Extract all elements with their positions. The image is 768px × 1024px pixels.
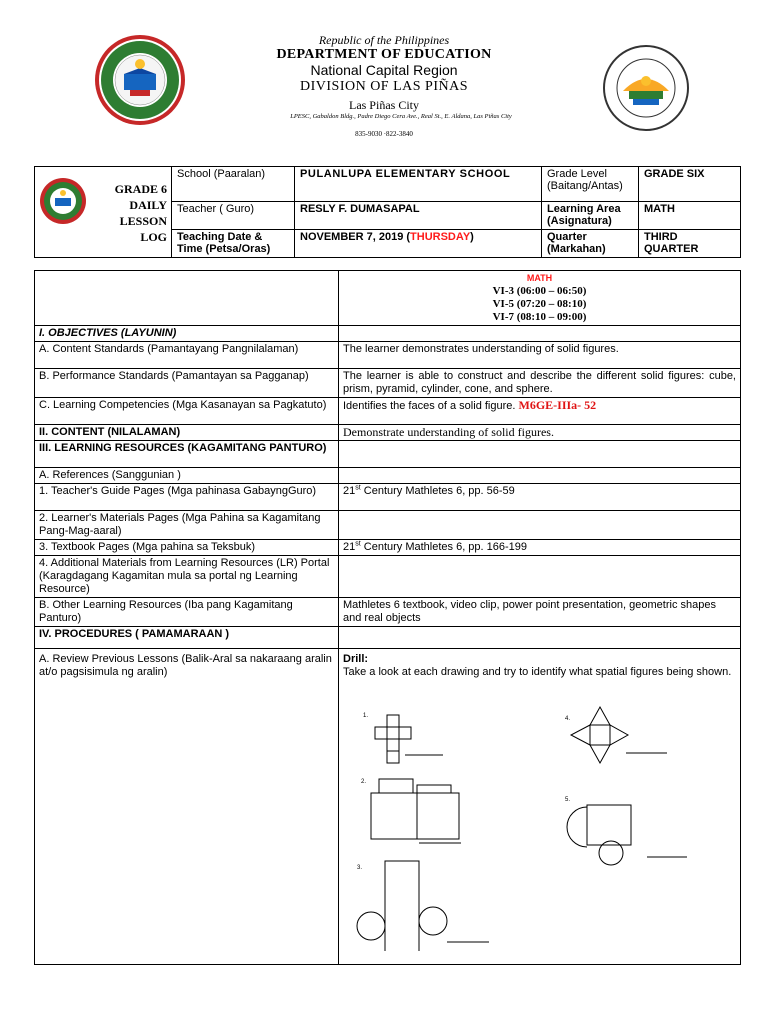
teacher-value: RESLY F. DUMASAPAL [295,202,542,230]
title-cell [35,167,172,258]
city-line: Las Piñas City [348,98,419,112]
objectives-blank [339,326,741,342]
school-value: PULANLUPA ELEMENTARY SCHOOL [295,167,542,202]
dll-title [115,181,167,245]
lesson-info-table [34,166,741,258]
performance-standards-value: The learner is able to construct and describe the different solid figures: cube, prism, pyramid, cylinder, cone, and sphere. [339,369,741,398]
content-heading: II. CONTENT (NILALAMAN) [35,425,339,441]
figure-4-number: 4. [565,716,571,722]
figure-2-number: 2. [361,779,367,785]
textbook-value: 21st Century Mathletes 6, pp. 166-199 [339,540,741,556]
drill-cell [339,649,741,965]
figure-5-number: 5. [565,797,571,803]
region-line: National Capital Region [310,62,458,78]
grade-label: Grade Level (Baitang/Antas) [542,167,639,202]
teacher-label: Teacher ( Guro) [172,202,295,230]
figure-4-pyramid-net [571,707,667,763]
lesson-plan-table [34,270,741,965]
blank-header-cell [35,271,339,326]
teachers-guide-value: 21st Century Mathletes 6, pp. 56-59 [339,484,741,511]
learners-materials-value [339,511,741,540]
grade-value: GRADE SIX [639,167,741,202]
figure-1-number: 1. [363,713,369,719]
schedule-subject: MATH [526,273,553,283]
review-label: A. Review Previous Lessons (Balik-Aral sa nakaraang aralin at/o pagsisimula ng aralin) [35,649,339,965]
resources-heading: III. LEARNING RESOURCES (KAGAMITANG PANTURO) [35,441,339,468]
area-value: MATH [639,202,741,230]
competency-code: M6GE-IIIa- 52 [518,398,597,412]
performance-standards-label: B. Performance Standards (Pamantayan sa Pagganap) [35,369,339,398]
schedule-slot-1: VI-3 (06:00 – 06:50) [492,285,587,297]
school-label: School (Paaralan) [172,167,295,202]
lr-portal-label: 4. Additional Materials from Learning Resources (LR) Portal (Karagdagang Kagamitan mula sa portal ng Learning Resource) [35,556,339,598]
teachers-guide-label: 1. Teacher's Guide Pages (Mga pahinasa GabayngGuro) [35,484,339,511]
drill-text: Take a look at each drawing and try to identify what spatial figures being shown. [343,666,732,678]
date-day: THURSDAY [410,231,471,243]
date-value: NOVEMBER 7, 2019 (THURSDAY) [295,230,542,258]
lr-portal-value [339,556,741,598]
solid-figure-drawings [339,701,729,951]
procedures-blank [339,627,741,649]
content-value: Demonstrate understanding of solid figures. [339,425,741,441]
procedures-heading: IV. PROCEDURES ( PAMAMARAAN ) [35,627,339,649]
textbook-label: 3. Textbook Pages (Mga pahina sa Teksbuk) [35,540,339,556]
drill-title: Drill: [343,653,369,665]
references-blank [339,468,741,484]
area-label: Learning Area (Asignatura) [542,202,639,230]
competencies-value: Identifies the faces of a solid figure. M6GE-IIIa- 52 [339,398,741,425]
quarter-label: Quarter (Markahan) [542,230,639,258]
republic-line: Republic of the Philippines [318,33,450,47]
date-label: Teaching Date & Time (Petsa/Oras) [172,230,295,258]
schedule-slot-3: VI-7 (08:10 – 09:00) [492,311,587,323]
objectives-heading: I. OBJECTIVES (LAYUNIN) [35,326,339,342]
department-line: DEPARTMENT OF EDUCATION [276,47,492,62]
content-standards-value: The learner demonstrates understanding of solid figures. [339,342,741,369]
other-resources-value: Mathletes 6 textbook, video clip, power point presentation, geometric shapes and real objects [339,598,741,627]
figure-5-cone-net [567,805,687,865]
division-line: DIVISION OF LAS PIÑAS [299,79,468,94]
figure-3-cylinder-net [357,861,489,951]
title-line-3: LESSON [119,214,167,228]
address-line: LPESC, Gabaldon Bldg., Padre Diego Cera Ave., Real St., E. Aldana, Las Piñas City [290,113,512,120]
figure-2-prism-net [371,779,461,843]
figure-3-number: 3. [357,865,363,871]
small-school-logo [39,177,87,225]
title-line-1: GRADE 6 [114,182,167,196]
schedule-slot-2: VI-5 (07:20 – 08:10) [492,298,587,310]
resources-blank [339,441,741,468]
learners-materials-label: 2. Learner's Materials Pages (Mga Pahina sa Kagamitang Pang-Mag-aaral) [35,511,339,540]
title-line-4: LOG [140,230,167,244]
references-label: A. References (Sanggunian ) [35,468,339,484]
other-resources-label: B. Other Learning Resources (Iba pang Kagamitang Panturo) [35,598,339,627]
schedule-cell [339,271,741,326]
content-standards-label: A. Content Standards (Pamantayang Pangnilalaman) [35,342,339,369]
competencies-label: C. Learning Competencies (Mga Kasanayan sa Pagkatuto) [35,398,339,425]
figure-1-cube-net [375,715,443,763]
title-line-2: DAILY [129,198,167,212]
quarter-value: THIRD QUARTER [639,230,741,258]
phone-line: 835-9030 ·822-3840 [355,130,413,138]
